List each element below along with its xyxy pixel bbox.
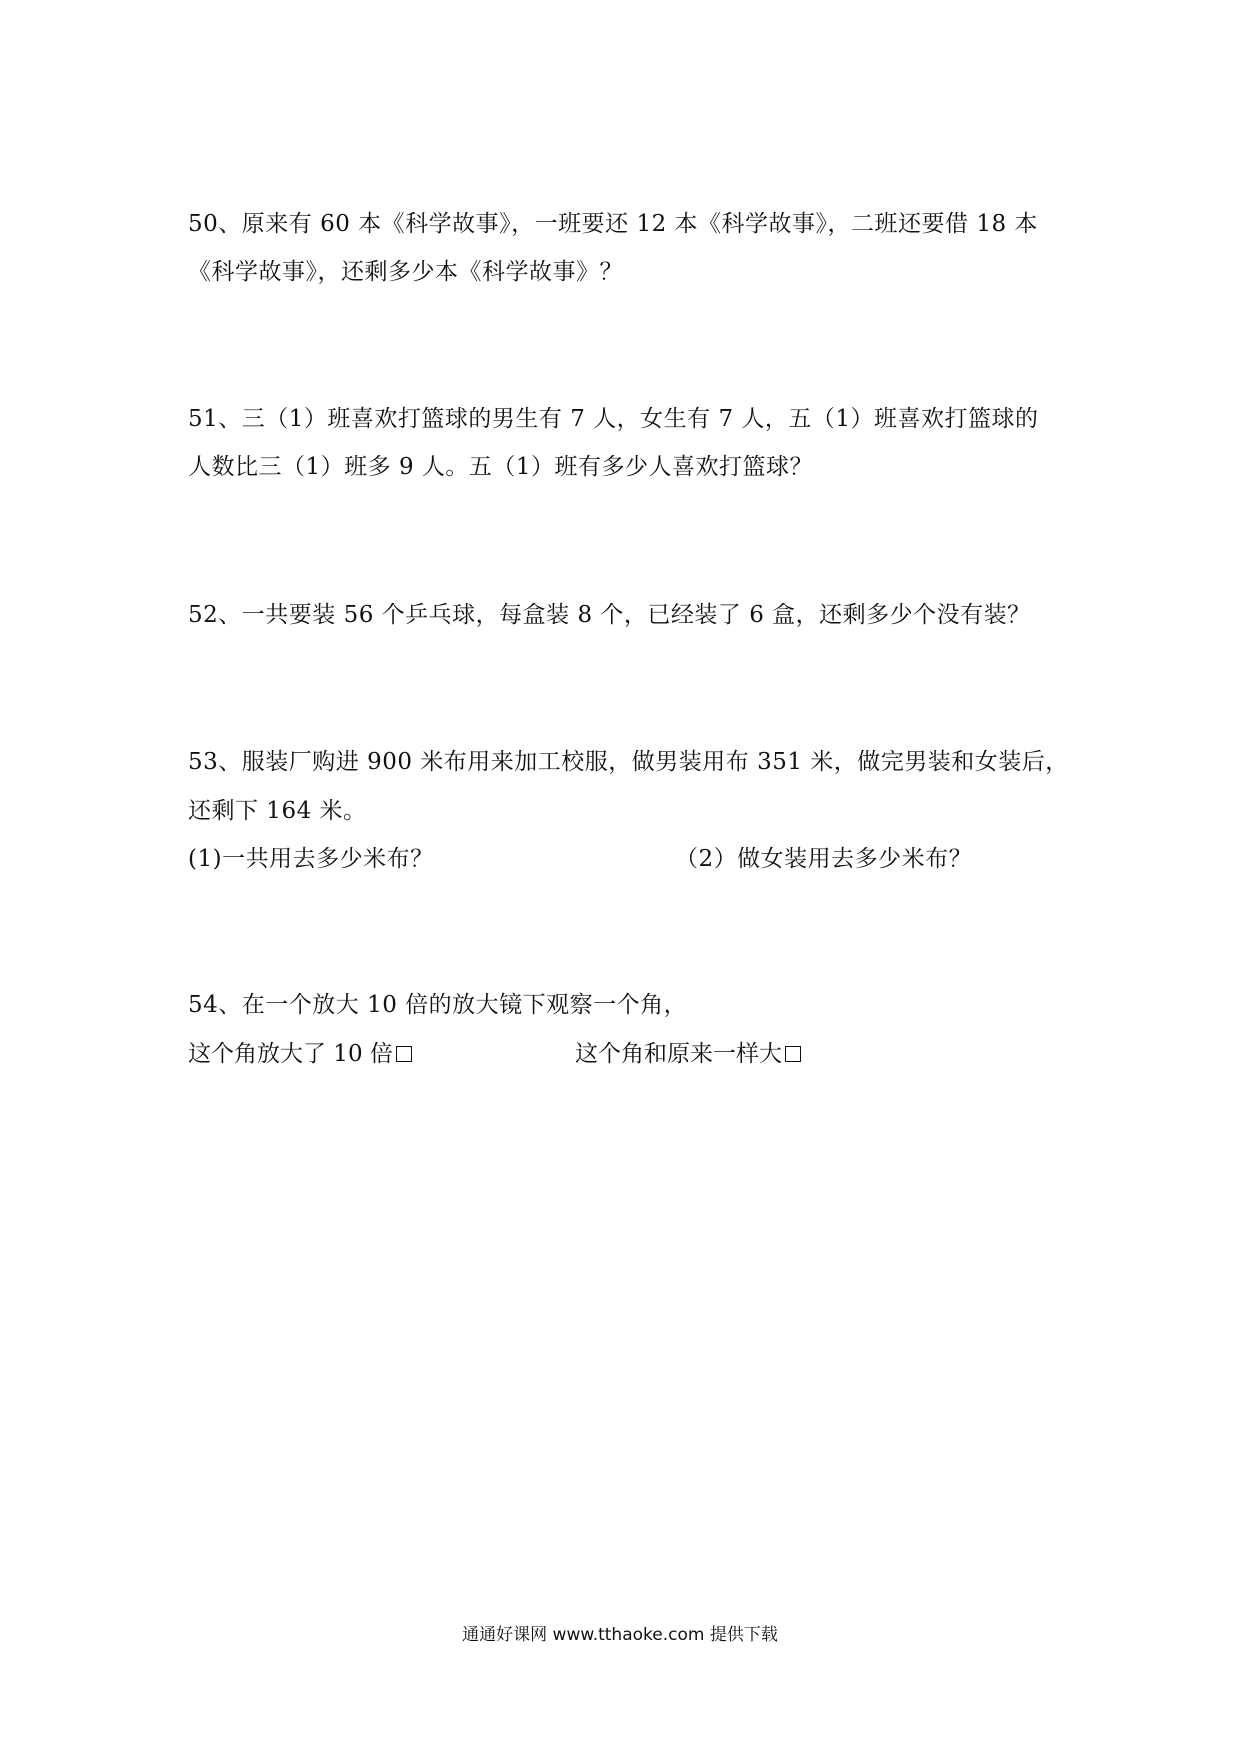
question-53-sub-1: (1)一共用去多少米布？ [188, 846, 434, 872]
page-footer: 通通好课网 www.tthaoke.com 提供下载 [462, 1625, 778, 1645]
question-53-line-1: 53、服装厂购进 900 米布用来加工校服，做男装用布 351 米，做完男装和女装后， [188, 749, 1069, 775]
question-54-option-2-checkbox[interactable] [785, 1046, 801, 1062]
question-54-option-1-checkbox[interactable] [396, 1046, 412, 1062]
question-54-option-1[interactable] [188, 1040, 412, 1068]
question-54-line-1: 54、在一个放大 10 倍的放大镜下观察一个角， [188, 992, 688, 1018]
question-53-line-2: 还剩下 164 米。 [188, 798, 367, 824]
question-54-option-1-label: 这个角放大了 10 倍 [188, 1041, 393, 1067]
question-50-line-2: 《科学故事》，还剩多少本《科学故事》？ [188, 259, 623, 285]
question-54-option-2-label: 这个角和原来一样大 [575, 1041, 782, 1067]
question-52-line-1: 52、一共要装 56 个乒乓球，每盒装 8 个，已经装了 6 盒，还剩多少个没有装？ [188, 602, 1031, 628]
question-50-line-1: 50、原来有 60 本《科学故事》，一班要还 12 本《科学故事》，二班还要借 18 本 [188, 211, 1038, 237]
question-54-option-2[interactable] [575, 1040, 801, 1068]
question-51-line-1: 51、三（1）班喜欢打篮球的男生有 7 人，女生有 7 人，五（1）班喜欢打篮球的 [188, 406, 1039, 432]
question-53-sub-2: （2）做女装用去多少米布？ [675, 846, 973, 872]
question-51-line-2: 人数比三（1）班多 9 人。五（1）班有多少人喜欢打篮球？ [188, 454, 814, 480]
